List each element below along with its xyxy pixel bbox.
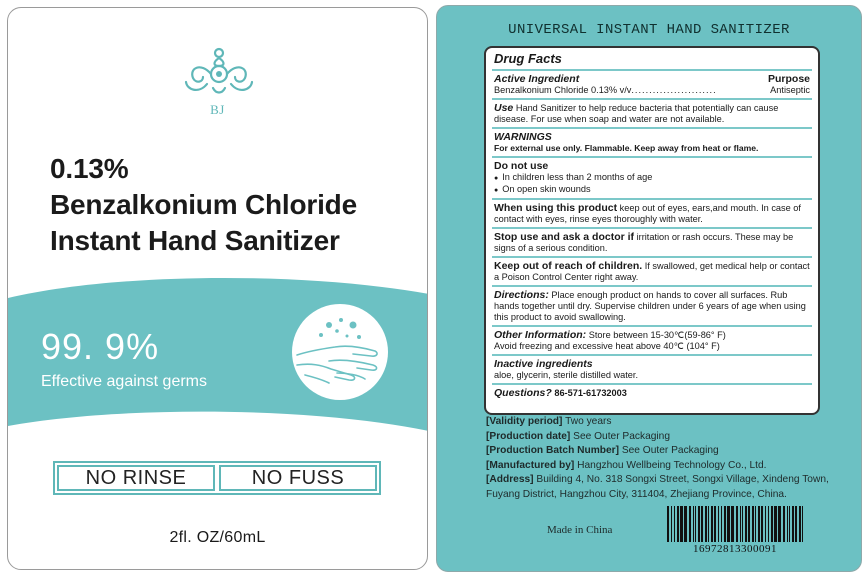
info-label: [Production date] xyxy=(486,430,571,442)
divider xyxy=(492,127,812,129)
divider xyxy=(492,98,812,100)
divider xyxy=(492,354,812,356)
divider xyxy=(492,156,812,158)
when-using-text: keep out of eyes, ears,and mouth. In case of contact with eyes, rinse eyes thoroughly with water. xyxy=(494,202,801,224)
title-line-concentration: 0.13% xyxy=(50,153,129,184)
made-in-label: Made in China xyxy=(547,524,613,536)
efficacy-percent: 99. 9% xyxy=(41,326,160,367)
info-batch-number xyxy=(486,444,846,459)
keep-out-text: If swallowed, get medical help or contact a Poison Control Center right away. xyxy=(494,260,810,282)
info-value: Hangzhou Wellbeing Technology Co., Ltd. xyxy=(574,459,767,471)
product-info-block xyxy=(486,415,846,502)
back-label-title: UNIVERSAL INSTANT HAND SANITIZER xyxy=(508,22,790,38)
title-line-product: Instant Hand Sanitizer xyxy=(50,225,340,256)
keep-out-section xyxy=(494,260,810,283)
warnings-label: WARNINGS xyxy=(494,130,552,143)
when-using-section xyxy=(494,202,810,225)
claims-box xyxy=(53,461,381,495)
stop-use-section xyxy=(494,231,810,254)
divider xyxy=(492,256,812,258)
keep-out-label: Keep out of reach of children. xyxy=(494,259,643,272)
leader-dots: ........................ xyxy=(631,84,717,95)
do-not-use-label: Do not use xyxy=(494,159,549,172)
use-text: Hand Sanitizer to help reduce bacteria that potentially can cause disease. For use when soap and water are not available. xyxy=(494,102,779,124)
questions-label: Questions? xyxy=(494,386,552,399)
efficacy-text: Effective against germs xyxy=(41,373,208,390)
active-ingredient-label: Active Ingredient xyxy=(494,72,580,85)
info-label: [Address] xyxy=(486,474,534,485)
info-value: Two years xyxy=(562,416,612,427)
info-production-date xyxy=(486,430,846,445)
warnings-text: For external use only. Flammable. Keep away from heat or flame. xyxy=(494,142,759,153)
divider xyxy=(492,227,812,229)
barcode-number: 16972813300091 xyxy=(693,543,777,555)
active-ingredient-value: Benzalkonium Chloride 0.13% v/v xyxy=(494,84,632,95)
title-line-ingredient: Benzalkonium Chloride xyxy=(50,189,357,220)
info-manufacturer xyxy=(486,459,846,474)
info-value: Building 4, No. 318 Songxi Street, Songxi Village, Xindeng Town, Fuyang District, Hangzhou City, 311404, Zhejiang Province, China. xyxy=(486,474,829,500)
brand-name: BJ xyxy=(210,102,225,117)
directions-section xyxy=(494,289,810,323)
directions-label: Directions: xyxy=(494,288,549,301)
do-not-use-item: ● In children less than 2 months of age xyxy=(494,172,810,184)
info-validity xyxy=(486,415,846,430)
info-value: See Outer Packaging xyxy=(619,445,719,456)
ornamental-crest-icon xyxy=(183,44,255,100)
drug-facts-heading: Drug Facts xyxy=(494,51,562,66)
back-label-panel xyxy=(436,5,862,572)
net-content: 2fl. OZ/60mL xyxy=(169,529,266,546)
front-label-panel xyxy=(7,7,428,570)
product-title xyxy=(50,151,357,259)
hands-with-bubbles-icon xyxy=(291,303,389,401)
divider xyxy=(492,69,812,71)
efficacy-claim xyxy=(41,326,207,392)
other-info-label: Other Information: xyxy=(494,328,587,341)
questions-section xyxy=(494,387,810,399)
inactive-text: aloe, glycerin, sterile distilled water. xyxy=(494,369,639,380)
stop-use-label: Stop use and ask a doctor if xyxy=(494,230,635,243)
info-label: [Validity period] xyxy=(486,416,563,427)
info-label: [Production Batch Number] xyxy=(486,445,620,456)
divider xyxy=(492,198,812,200)
divider xyxy=(492,325,812,327)
directions-text: Place enough product on hands to cover all surfaces. Rub hands together until dry. Supervise children under 6 years of age when using this product to avoid swallowing. xyxy=(494,289,806,322)
when-using-label: When using this product xyxy=(494,201,618,214)
other-info-heat: Avoid freezing and excessive heat above 40℃ (104° F) xyxy=(494,340,720,351)
info-address xyxy=(486,473,846,502)
info-label: [Manufactured by] xyxy=(486,459,575,471)
active-ingredient-header xyxy=(494,73,810,85)
questions-phone: 86-571-61732003 xyxy=(554,387,627,398)
stop-use-text: irritation or rash occurs. These may be signs of a serious condition. xyxy=(494,231,794,253)
do-not-use-item: ● On open skin wounds xyxy=(494,184,810,196)
active-ingredient-row xyxy=(494,85,810,96)
barcode-icon xyxy=(665,506,805,542)
other-info-section xyxy=(494,329,810,341)
divider xyxy=(492,383,812,385)
info-value: See Outer Packaging xyxy=(570,430,670,442)
claim-no-rinse: NO RINSE xyxy=(57,465,215,491)
purpose-value: Antiseptic xyxy=(770,84,810,95)
use-label: Use xyxy=(494,101,514,114)
purpose-label: Purpose xyxy=(767,72,810,85)
claim-no-fuss: NO FUSS xyxy=(219,465,377,491)
drug-facts-box xyxy=(484,46,820,415)
use-section xyxy=(494,102,810,125)
other-info-storage: Store between 15-30℃(59-86° F) xyxy=(588,329,726,340)
inactive-label: Inactive ingredients xyxy=(494,357,593,370)
divider xyxy=(492,285,812,287)
